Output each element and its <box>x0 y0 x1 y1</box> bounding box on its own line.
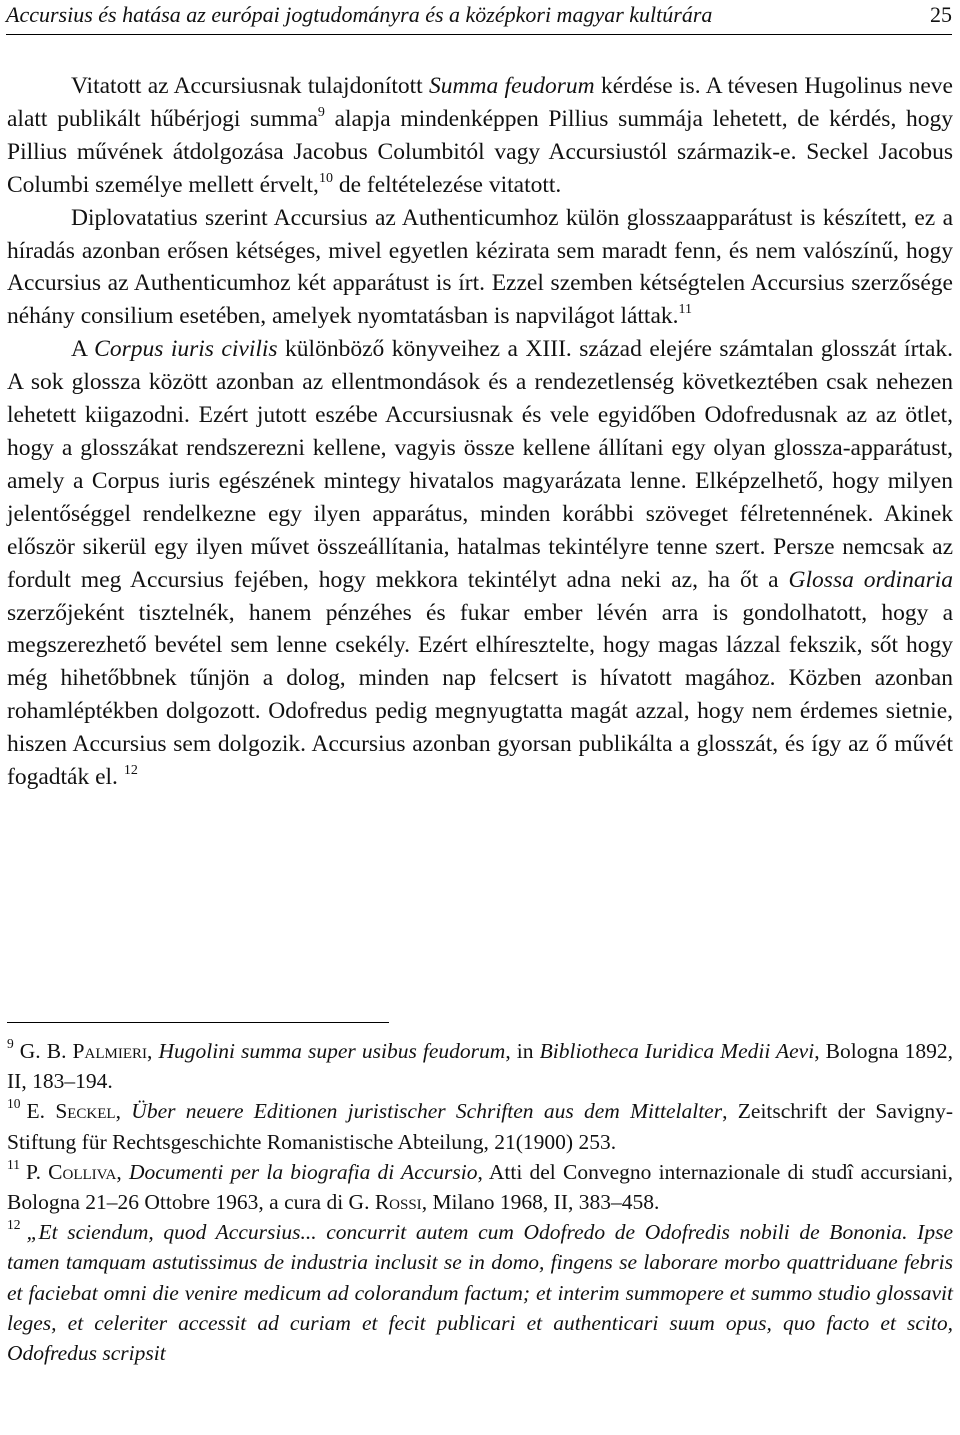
running-header <box>6 0 952 35</box>
text-run: , <box>116 1159 129 1184</box>
text-run: de feltételezése vitatott. <box>332 171 562 198</box>
text-run: , <box>147 1039 159 1063</box>
paragraph-3 <box>7 333 953 794</box>
footnote-10 <box>7 1096 953 1156</box>
page-number: 25 <box>930 2 952 27</box>
author-name: Palmieri <box>72 1039 147 1063</box>
footnote-ref[interactable]: 11 <box>678 302 693 318</box>
text-run: , Atti del Convegno internazionale di studî accursiani, Bologna 21–26 Ottobre 1963, a cura di G. <box>7 1159 953 1215</box>
text-run: különböző könyveihez a XIII. század elejére számtalan glosszát írtak. A sok glossza között azonban az ellentmondások és a rendezetlenség következtében csak nehezen lehetett kiigazodni. Ezért jutott eszébe Accursiusnak és vele egyidőben Odofredusnak az az ötlet, hogy a glosszákat rendszerezni kellene, vagyis össze kellene állítani egy olyan glossza-apparátust, amely a Corpus iuris egészének mintegy hivatalos magyarázata lenne. Elképzelhető, hogy milyen jelentőséggel rendelkezne egy ilyen apparátus, minden korábbi szöveget félretennének. Akinek először sikerül egy ilyen művet összeállítania, hatalmas tekintélyre tenne szert. Persze nemcsak az fordult meg Accursius fejében, hogy mekkora tekintélyt adna neki az, ha őt a <box>7 336 953 593</box>
footnote-ref[interactable]: 9 <box>317 104 325 120</box>
footnotes <box>7 1036 953 1368</box>
italic-title: Bibliotheca Iuridica Medii Aevi <box>539 1039 815 1063</box>
text-run: , Bologna 1892, II, 183–194. <box>7 1039 953 1094</box>
footnote-number: 10 <box>7 1096 21 1112</box>
text-run: , Milano 1968, II, 383–458. <box>421 1190 660 1215</box>
text-run: A <box>71 336 95 363</box>
text-run: szerzőjeként tisztelnék, hanem pénzéhes és fukar ember lévén arra is gondolhatott, hogy a megszerezhető bevétel sem lenne csekély. Ezért elhíresztelte, hogy magas lázzal fekszik, sőt hogy még hihetőbbnek tűnjön a dolog, minden nap felcsert is hívatott magához. Közben azonban rohamléptékben dolgozott. Odofredus pedig megnyugtatta magát azzal, hogy nem érdemes sietnie, hiszen Accursius sem dolgozik. Accursius azonban gyorsan publikálta a glosszát, és így az ő művét fogadták el. <box>7 599 953 791</box>
running-title: Accursius és hatása az európai jogtudományra és a középkori magyar kultúrára <box>6 2 713 27</box>
author-name: Rossi <box>374 1190 422 1215</box>
footnote-number: 12 <box>7 1217 21 1233</box>
text-run: , <box>115 1099 132 1124</box>
text-run: Vitatott az Accursiusnak tulajdonított <box>71 73 430 99</box>
footnote-ref[interactable]: 12 <box>123 763 138 779</box>
italic-title: Hugolini summa super usibus feudorum <box>158 1039 506 1063</box>
footnote-11 <box>7 1157 953 1217</box>
footnote-number: 11 <box>7 1156 20 1172</box>
text-run: Diplovatatius szerint Accursius az Authenticumhoz külön glosszaapparátust is készített, ez a híradás azonban erősen kétséges, mivel egyetlen kézirata sem maradt fenn, és nem valószínű, hogy Accursius az Authenticumhoz két apparátust is írt. Ezzel szemben kétségtelen Accursius szerzősége néhány consilium esetében, amelyek nyomtatásban is napvilágot láttak. <box>7 204 953 330</box>
footnote-ref[interactable]: 10 <box>318 170 333 186</box>
footnote-number: 9 <box>7 1036 14 1051</box>
footnote-9 <box>7 1036 953 1096</box>
text-run: kérdése is. A tévesen Hugolinus neve alatt publikált hűbérjogi summa <box>7 73 953 132</box>
text-run: G. B. <box>19 1039 73 1063</box>
paragraph-1 <box>7 70 953 202</box>
main-text <box>7 70 953 794</box>
author-name: Seckel <box>55 1099 116 1124</box>
text-run: , Zeitschrift der Savigny-Stiftung für Rechtsgeschichte Romanistische Abteilung, 21(1900) 253. <box>7 1099 954 1154</box>
italic-title: Glossa ordinaria <box>788 566 953 593</box>
author-name: Colliva <box>48 1159 117 1184</box>
text-run: P. <box>26 1159 49 1184</box>
italic-title: Summa feudorum <box>429 73 595 99</box>
text-run: E. <box>26 1099 56 1124</box>
text-run: , in <box>505 1039 540 1063</box>
paragraph-2 <box>7 202 953 334</box>
text-run: alapja mindenképpen Pillius summája lehetett, de kérdés, hogy Pillius művének átdolgozása Jacobus Columbitól vagy Accursiustól származik-e. Seckel Jacobus Columbi személye mellett érvelt, <box>7 105 953 198</box>
latin-quote: „Et sciendum, quod Accursius... concurrit autem cum Odofredo de Odofredis nobili de Bononia. Ipse tamen tamquam astutissimus de industria inclusit se in domo, fingens se laborare morbo quattriduane febris et faciebat omni die venire medicum ad colorandum factum; et interim summopere et summo studio glossavit leges, et celeriter accessit ad curiam et fecit publicari et authenticari suum opus, quo facto et scito, Odofredus scripsit <box>7 1220 953 1366</box>
italic-title: Corpus iuris civilis <box>94 336 278 363</box>
italic-title: Documenti per la biografia di Accursio <box>128 1159 478 1184</box>
italic-title: Über neuere Editionen juristischer Schriften aus dem Mittelalter <box>131 1099 723 1124</box>
footnote-12 <box>7 1217 953 1368</box>
footnote-separator <box>7 1022 389 1023</box>
